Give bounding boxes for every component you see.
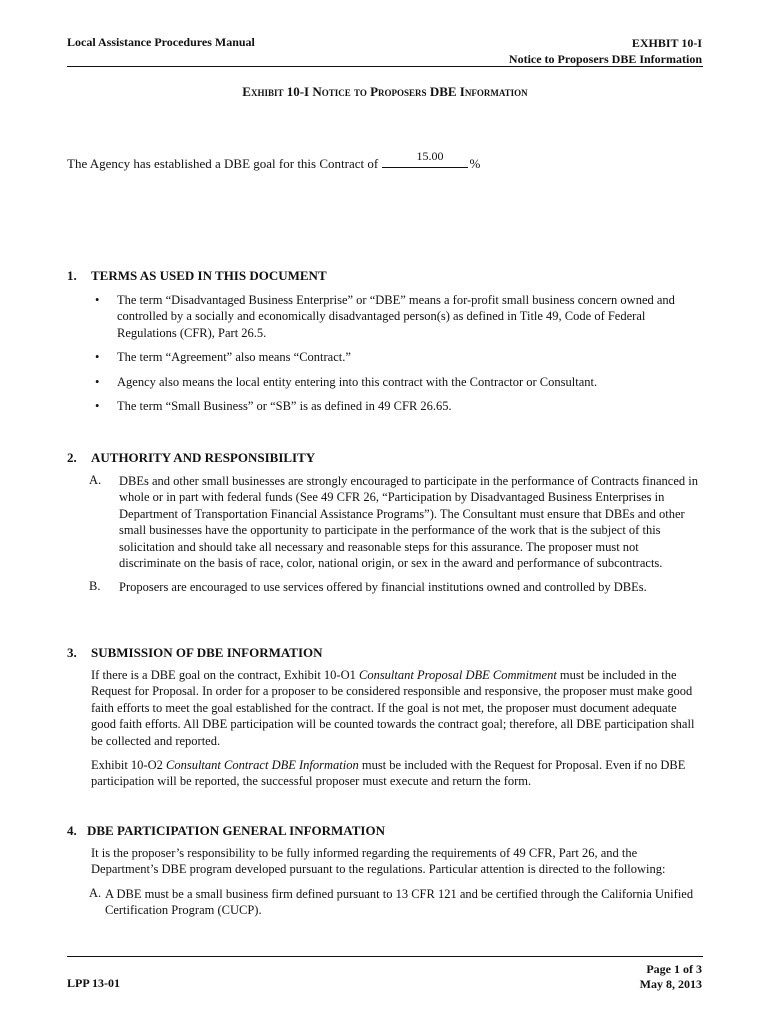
- section-title: SUBMISSION OF DBE INFORMATION: [91, 645, 323, 660]
- section-participation: [67, 823, 703, 927]
- bullet-icon: •: [95, 374, 100, 389]
- header-manual-title: Local Assistance Procedures Manual: [67, 35, 255, 49]
- paragraph-text: [91, 667, 703, 749]
- footer-date: May 8, 2013: [639, 977, 702, 991]
- dbe-goal-statement: [67, 149, 481, 172]
- bullet-icon: •: [95, 350, 100, 365]
- dbe-goal-field[interactable]: [382, 149, 468, 168]
- participation-paragraph: [67, 845, 703, 878]
- bullet-icon: •: [95, 399, 100, 414]
- section-title: TERMS AS USED IN THIS DOCUMENT: [91, 268, 327, 283]
- list-item-text: The term “Small Business” or “SB” is as defined in 49 CFR 26.65.: [117, 399, 452, 414]
- section-heading: [67, 450, 703, 468]
- page-number: Page 1 of 3: [646, 962, 702, 976]
- section-number: 4.: [67, 823, 77, 838]
- list-item: [95, 349, 703, 365]
- title-part-information: Information: [459, 84, 528, 99]
- list-item: [89, 886, 703, 919]
- text-run: must be included in the Request for Proposal. In order for a proposer to be considered responsible and responsive, the proposer must make good faith efforts to meet the goal established for the contract. If the goal is not met, the proposer must document adequate good faith efforts. All DBE participation will be counted towards the contract goal; therefore, all DBE participation shall be collected and reported.: [91, 668, 695, 748]
- section-heading: [67, 823, 703, 841]
- section-title: DBE PARTICIPATION GENERAL INFORMATION: [87, 823, 385, 838]
- text-run: must be included with the Request for Proposal. Even if no DBE participation will be reported, the successful proposer must execute and return the form.: [91, 758, 686, 789]
- dbe-goal-text: The Agency has established a DBE goal for this Contract of: [67, 156, 382, 171]
- exhibit-name: Consultant Contract DBE Information: [166, 758, 359, 773]
- section-number: 1.: [67, 268, 77, 283]
- section-heading: [67, 268, 703, 286]
- section-heading: [67, 645, 703, 663]
- list-item: [89, 473, 703, 571]
- submission-paragraph-2: [67, 757, 703, 790]
- footer-procedure-number: LPP 13-01: [67, 976, 120, 990]
- paragraph-text: It is the proposer’s responsibility to be fully informed regarding the requirements of 49 CFR, Part 26, and the Department’s DBE program developed pursuant to the regulations. Particular attention is directed to the following:: [91, 846, 666, 877]
- list-item: [95, 374, 703, 390]
- list-item-text: Agency also means the local entity entering into this contract with the Contractor or Consultant.: [117, 374, 598, 389]
- paragraph-text: [91, 757, 703, 790]
- title-part-exhibit: Exhibit 10-I: [242, 84, 310, 99]
- list-item-letter: B.: [89, 579, 101, 594]
- section-number: 3.: [67, 645, 77, 660]
- list-item-text: A DBE must be a small business firm defined pursuant to 13 CFR 121 and be certified through the California Unified Certification Program (CUCP).: [105, 886, 694, 918]
- list-item-letter: A.: [89, 885, 102, 900]
- header-exhibit: [509, 35, 702, 67]
- list-item-text: The term “Agreement” also means “Contract.”: [117, 350, 351, 365]
- section-submission: [67, 645, 703, 798]
- submission-paragraph-1: [67, 667, 703, 749]
- header-exhibit-number: EXHBIT 10-I: [631, 36, 702, 50]
- header-divider: [67, 66, 703, 67]
- page-title: [0, 84, 770, 100]
- text-run: If there is a DBE goal on the contract, Exhibit 10-O1: [91, 668, 359, 682]
- bullet-icon: •: [95, 293, 100, 307]
- dbe-goal-unit: %: [469, 156, 481, 171]
- list-item-text: The term “Disadvantaged Business Enterprise” or “DBE” means a for-profit small business concern owned and controlled by a socially and economically disadvantaged person(s) as defined in Title 49, Code of Federal Regulations (CFR), Part 26.5.: [117, 293, 675, 340]
- header-exhibit-name: Notice to Proposers DBE Information: [508, 52, 702, 66]
- section-authority: [67, 450, 703, 604]
- footer-divider: [67, 956, 703, 957]
- section-terms: [67, 268, 703, 422]
- participation-list: [67, 886, 703, 919]
- terms-list: [67, 292, 703, 414]
- authority-list: [67, 473, 703, 596]
- dbe-goal-value: 15.00: [416, 149, 444, 163]
- section-number: 2.: [67, 450, 77, 465]
- list-item: [95, 292, 703, 341]
- title-part-notice: Notice to Proposers DBE: [309, 84, 460, 99]
- text-run: Exhibit 10-O2: [91, 758, 166, 773]
- exhibit-name: Consultant Proposal DBE Commitment: [358, 668, 557, 682]
- list-item: [89, 579, 703, 595]
- list-item-text: DBEs and other small businesses are strongly encouraged to participate in the performance of Contracts financed in whole or in part with federal funds (See 49 CFR 26, “Participation by Disadvantaged Business Enterprises in Department of Transportation Financial Assistance Programs”). The Consultant must ensure that DBEs and other small businesses have the opportunity to participate in the performance of the work that is the subject of this solicitation and should take all necessary and reasonable steps for this assurance. The proposer must not discriminate on the basis of race, color, national origin, or sex in the award and performance of subcontracts.: [119, 474, 698, 571]
- list-item-letter: A.: [89, 473, 102, 487]
- section-title: AUTHORITY AND RESPONSIBILITY: [91, 450, 316, 465]
- list-item-text: Proposers are encouraged to use services offered by financial institutions owned and controlled by DBEs.: [119, 580, 647, 595]
- footer-page-info: [640, 962, 702, 992]
- list-item: [95, 398, 703, 414]
